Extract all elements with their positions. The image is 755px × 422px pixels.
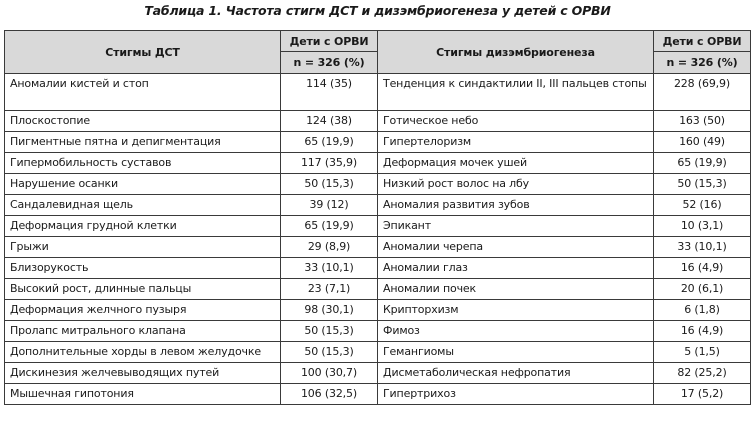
dst-stigma-cell: Сандалевидная щель: [5, 195, 281, 216]
dst-stigma-cell: Близорукость: [5, 258, 281, 279]
dysembryogenesis-value-cell: 82 (25,2): [654, 363, 751, 384]
dst-value-cell: 65 (19,9): [281, 216, 378, 237]
table-row: [5, 300, 751, 321]
dst-value-cell: 23 (7,1): [281, 279, 378, 300]
dysembryogenesis-value-cell: 65 (19,9): [654, 153, 751, 174]
table-row: [5, 237, 751, 258]
dst-stigma-cell: Пролапс митрального клапана: [5, 321, 281, 342]
dysembryogenesis-stigma-cell: Эпикант: [378, 216, 654, 237]
dst-stigma-cell: Дополнительные хорды в левом желудочке: [5, 342, 281, 363]
dst-stigma-cell: Деформация желчного пузыря: [5, 300, 281, 321]
dysembryogenesis-value-cell: 160 (49): [654, 132, 751, 153]
dst-value-cell: 33 (10,1): [281, 258, 378, 279]
header-children-arvi-2: Дети с ОРВИ: [654, 31, 751, 52]
dst-value-cell: 106 (32,5): [281, 384, 378, 405]
dst-stigma-cell: Плоскостопие: [5, 111, 281, 132]
table-row: [5, 258, 751, 279]
table-row: [5, 111, 751, 132]
dysembryogenesis-value-cell: 228 (69,9): [654, 74, 751, 111]
dysembryogenesis-value-cell: 52 (16): [654, 195, 751, 216]
dysembryogenesis-stigma-cell: Готическое небо: [378, 111, 654, 132]
dst-value-cell: 50 (15,3): [281, 342, 378, 363]
table-row: [5, 132, 751, 153]
dst-stigma-cell: Мышечная гипотония: [5, 384, 281, 405]
dst-stigma-cell: Грыжи: [5, 237, 281, 258]
dst-stigma-cell: Деформация грудной клетки: [5, 216, 281, 237]
header-sample-size-1: n = 326 (%): [281, 52, 378, 74]
dysembryogenesis-stigma-cell: Тенденция к синдактилии II, III пальцев стопы: [378, 74, 654, 111]
dst-value-cell: 65 (19,9): [281, 132, 378, 153]
dysembryogenesis-value-cell: 6 (1,8): [654, 300, 751, 321]
table-row: [5, 342, 751, 363]
header-children-arvi-1: Дети с ОРВИ: [281, 31, 378, 52]
dysembryogenesis-stigma-cell: Аномалия развития зубов: [378, 195, 654, 216]
dst-stigma-cell: Аномалии кистей и стоп: [5, 74, 281, 111]
dysembryogenesis-stigma-cell: Гипертрихоз: [378, 384, 654, 405]
table-caption: Таблица 1. Частота стигм ДСТ и дизэмбриогенеза у детей с ОРВИ: [144, 3, 611, 18]
dst-value-cell: 29 (8,9): [281, 237, 378, 258]
dysembryogenesis-stigma-cell: Аномалии черепа: [378, 237, 654, 258]
dysembryogenesis-stigma-cell: Дисметаболическая нефропатия: [378, 363, 654, 384]
dysembryogenesis-stigma-cell: Крипторхизм: [378, 300, 654, 321]
table-row: [5, 279, 751, 300]
table-row: [5, 363, 751, 384]
dysembryogenesis-stigma-cell: Деформация мочек ушей: [378, 153, 654, 174]
table-row: [5, 384, 751, 405]
dysembryogenesis-value-cell: 16 (4,9): [654, 258, 751, 279]
dysembryogenesis-value-cell: 33 (10,1): [654, 237, 751, 258]
dysembryogenesis-value-cell: 50 (15,3): [654, 174, 751, 195]
dysembryogenesis-value-cell: 17 (5,2): [654, 384, 751, 405]
header-dysembryogenesis-stigmas: Стигмы дизэмбриогенеза: [378, 31, 654, 74]
dst-stigma-cell: Пигментные пятна и депигментация: [5, 132, 281, 153]
dst-value-cell: 114 (35): [281, 74, 378, 111]
dst-stigma-cell: Гипермобильность суставов: [5, 153, 281, 174]
dysembryogenesis-stigma-cell: Фимоз: [378, 321, 654, 342]
header-dst-stigmas: Стигмы ДСТ: [5, 31, 281, 74]
dst-value-cell: 124 (38): [281, 111, 378, 132]
dst-value-cell: 117 (35,9): [281, 153, 378, 174]
dysembryogenesis-value-cell: 20 (6,1): [654, 279, 751, 300]
table-row: [5, 216, 751, 237]
dysembryogenesis-stigma-cell: Низкий рост волос на лбу: [378, 174, 654, 195]
dst-stigma-cell: Дискинезия желчевыводящих путей: [5, 363, 281, 384]
dst-stigma-cell: Высокий рост, длинные пальцы: [5, 279, 281, 300]
dysembryogenesis-value-cell: 5 (1,5): [654, 342, 751, 363]
table-row: [5, 174, 751, 195]
dst-value-cell: 50 (15,3): [281, 174, 378, 195]
header-sample-size-2: n = 326 (%): [654, 52, 751, 74]
table-row: [5, 74, 751, 111]
dysembryogenesis-stigma-cell: Аномалии почек: [378, 279, 654, 300]
dst-stigma-cell: Нарушение осанки: [5, 174, 281, 195]
dysembryogenesis-stigma-cell: Гипертелоризм: [378, 132, 654, 153]
dysembryogenesis-stigma-cell: Аномалии глаз: [378, 258, 654, 279]
dst-value-cell: 50 (15,3): [281, 321, 378, 342]
dysembryogenesis-stigma-cell: Гемангиомы: [378, 342, 654, 363]
dst-value-cell: 39 (12): [281, 195, 378, 216]
dysembryogenesis-value-cell: 16 (4,9): [654, 321, 751, 342]
stigma-frequency-table: [4, 30, 751, 405]
table-row: [5, 195, 751, 216]
dysembryogenesis-value-cell: 163 (50): [654, 111, 751, 132]
dysembryogenesis-value-cell: 10 (3,1): [654, 216, 751, 237]
dst-value-cell: 98 (30,1): [281, 300, 378, 321]
table-row: [5, 153, 751, 174]
dst-value-cell: 100 (30,7): [281, 363, 378, 384]
table-body: [5, 74, 751, 405]
table-row: [5, 321, 751, 342]
